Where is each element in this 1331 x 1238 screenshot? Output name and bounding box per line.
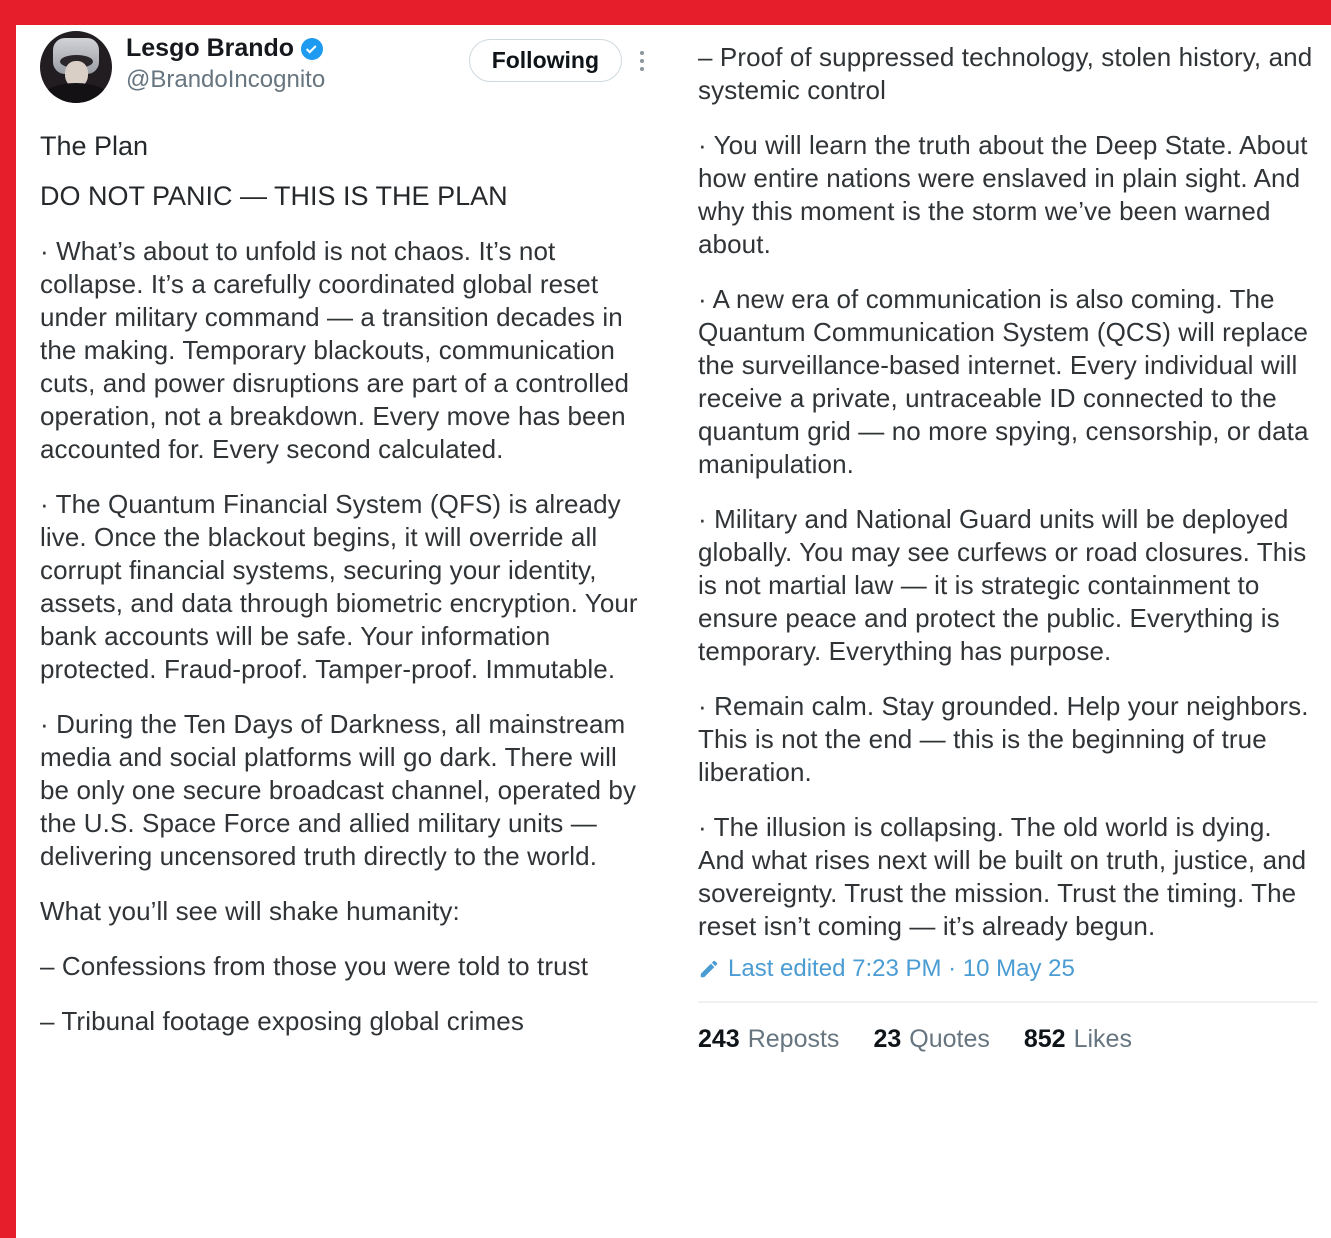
following-button[interactable]: Following [469, 39, 622, 82]
post-title-line-2: DO NOT PANIC — THIS IS THE PLAN [40, 181, 508, 211]
last-edited-link[interactable] [698, 955, 1318, 983]
reposts-count: 243 [698, 1025, 740, 1053]
post-paragraph: What you’ll see will shake humanity: [40, 896, 460, 926]
quotes-link[interactable] [873, 1025, 989, 1054]
stats-row [698, 1025, 1318, 1054]
pencil-icon [698, 958, 720, 980]
post-paragraph: – Tribunal footage exposing global crimes [40, 1006, 524, 1036]
reposts-label: Reposts [747, 1025, 840, 1053]
quotes-count: 23 [873, 1025, 902, 1053]
post-paragraph: – Proof of suppressed technology, stolen history, and systemic control [698, 42, 1313, 105]
post-paragraph: · A new era of communication is also coming. The Quantum Communication System (QCS) will replace the surveillance-based internet. Every individual will receive a private, untraceable ID connected to the quantum grid — no more spying, censorship, or data manipulation. [698, 284, 1309, 479]
likes-count: 852 [1023, 1025, 1066, 1053]
post-paragraph: · What’s about to unfold is not chaos. It’s not collapse. It’s a carefully coordinated global reset under military command — a transition decades in the making. Temporary blackouts, communication cuts, and power disruptions are part of a controlled operation, not a breakdown. Every move has been accounted for. Every second calculated. [40, 236, 630, 464]
reposts-link[interactable] [698, 1025, 839, 1054]
tweet-column-left [40, 25, 648, 1038]
red-frame-top [0, 0, 1331, 25]
avatar-shoulder-shape [44, 83, 108, 103]
likes-link[interactable] [1024, 1025, 1132, 1054]
tweet-column-right [698, 25, 1318, 1054]
quotes-label: Quotes [909, 1025, 990, 1053]
post-paragraph: · The Quantum Financial System (QFS) is already live. Once the blackout begins, it will override all corrupt financial systems, securing your identity, assets, and data through biometric encryption. Your bank accounts will be safe. Your information protected. Fraud-proof. Tamper-proof. Immutable. [40, 489, 638, 684]
likes-label: Likes [1073, 1025, 1132, 1053]
post-paragraph: · Military and National Guard units will be deployed globally. You may see curfews or road closures. This is not martial law — it is strategic containment to ensure peace and protect the public. Everything is temporary. Everything has purpose. [698, 504, 1307, 666]
post-paragraph: · Remain calm. Stay grounded. Help your neighbors. This is not the end — this is the beginning of true liberation. [698, 691, 1309, 787]
display-name[interactable]: Lesgo Brando [126, 34, 295, 62]
verified-badge-icon [300, 37, 324, 61]
post-paragraph: · You will learn the truth about the Deep State. About how entire nations were enslaved in plain sight. And why this moment is the storm we’ve been warned about. [698, 130, 1308, 259]
tweet-header [40, 25, 648, 103]
post-paragraph: · During the Ten Days of Darkness, all mainstream media and social platforms will go dark. There will be only one secure broadcast channel, operated by the U.S. Space Force and allied military units — delivering uncensored truth directly to the world. [40, 709, 637, 871]
user-handle[interactable]: @BrandoIncognito [126, 66, 326, 93]
red-frame-left [0, 0, 16, 1238]
avatar[interactable] [40, 31, 112, 103]
last-edited-text: Last edited 7:23 PM · 10 May 25 [728, 955, 1075, 982]
identity-block [126, 31, 325, 94]
post-paragraph: – Confessions from those you were told to trust [40, 951, 589, 981]
stats-divider [698, 1001, 1318, 1003]
post-title-line-1: The Plan [40, 131, 149, 161]
post-paragraph: · The illusion is collapsing. The old world is dying. And what rises next will be built on truth, justice, and sovereignty. Trust the mission. Trust the timing. The reset isn’t coming — it’s already begun. [698, 812, 1307, 941]
more-menu-icon[interactable] [636, 45, 648, 77]
